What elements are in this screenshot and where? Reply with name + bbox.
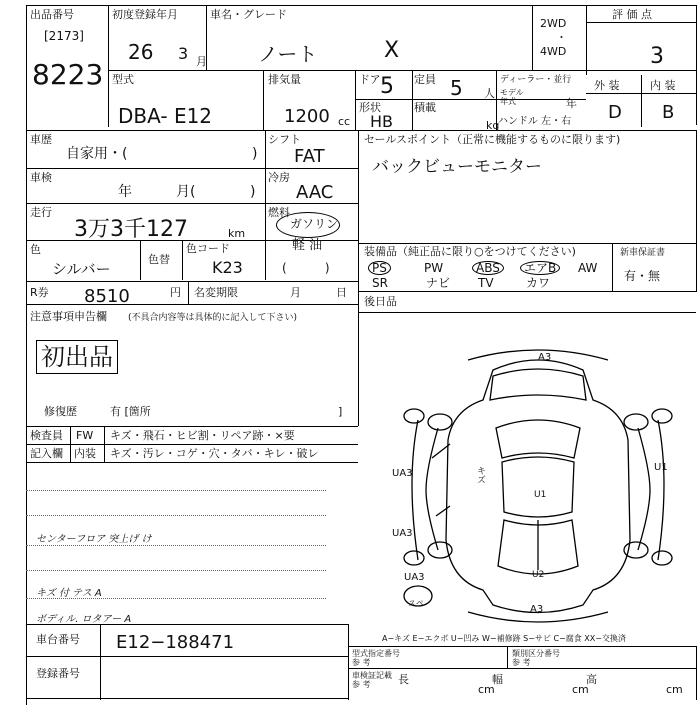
- title-deadline-day: 日: [336, 286, 347, 299]
- inspector-interior-text: キズ・汚レ・コゲ・穴・タバ・キレ・破レ: [110, 447, 319, 460]
- row-notes-top: [26, 304, 358, 305]
- color-change-label: 色替: [148, 253, 170, 266]
- color-code-label: 色コード: [186, 242, 230, 255]
- sales-bottom: [358, 243, 696, 244]
- displacement-value: 1200: [284, 106, 330, 127]
- footer-right: [348, 624, 349, 700]
- div-cap: [412, 70, 413, 130]
- diagram-label-spare: スペ: [408, 599, 424, 608]
- inspector-mid: [26, 444, 358, 445]
- capacity-value: 5: [450, 76, 463, 100]
- div-door: [355, 70, 356, 130]
- length-label: 長: [398, 673, 409, 686]
- chassis-label: 車台番号: [36, 633, 80, 646]
- displacement-unit: cc: [338, 115, 351, 128]
- fuel-label: 燃料: [268, 206, 290, 219]
- div-warranty: [612, 243, 613, 291]
- div-disp: [263, 70, 264, 130]
- div-shift: [265, 130, 266, 280]
- first-reg-month: 3: [178, 44, 189, 63]
- doors-label: ドア: [359, 73, 381, 86]
- chassis-value: E12−188471: [116, 632, 235, 653]
- equip-navi: ナビ: [426, 276, 451, 290]
- diagram-label-left-front: UA3: [392, 468, 413, 479]
- inspector-div2: [104, 426, 105, 462]
- first-reg-month-unit: 月: [196, 55, 207, 68]
- equip-pw: PW: [424, 261, 444, 275]
- height-unit: cm: [666, 683, 683, 696]
- type-label: 型式: [112, 73, 134, 86]
- equip-tv: TV: [478, 276, 494, 290]
- inspector-fw-text: キズ・飛石・ヒビ割・リペア跡・×要: [110, 429, 295, 442]
- div-recycle: [188, 281, 189, 305]
- interior-value: B: [662, 102, 675, 123]
- steering-label: ハンドル 左・右: [498, 116, 572, 127]
- dotline: [26, 515, 326, 516]
- car-diagram: [378, 340, 696, 630]
- row-inspection-top: [26, 168, 358, 169]
- interior-label: 内 装: [650, 79, 676, 92]
- sales-points-value: バックビューモニター: [372, 157, 542, 177]
- inspection-year: 年: [118, 184, 132, 200]
- capacity-unit: 人: [484, 87, 495, 100]
- category-label: 類別区分番号 参 考: [512, 649, 560, 667]
- load-unit: kg: [486, 119, 500, 132]
- repair-close: ]: [338, 405, 343, 418]
- row2-top: [108, 70, 696, 71]
- first-reg-label: 初度登録年月: [112, 8, 178, 21]
- dotline: [26, 545, 326, 546]
- history-close: ): [252, 146, 258, 162]
- footer-right-top: [348, 646, 696, 647]
- diagram-label-rear: U2: [532, 570, 545, 580]
- recycle-value: 8510: [84, 286, 130, 307]
- model-year-label: モデル 年式: [500, 88, 524, 106]
- equip-airbag: エアB: [520, 261, 560, 275]
- sales-points-label: セールスポイント（正常に機能するものに限ります): [364, 133, 621, 146]
- first-reg-year: 26: [128, 40, 154, 64]
- diagram-label-right: U1: [654, 462, 668, 473]
- equip-aw: AW: [578, 261, 598, 275]
- div-drive: [532, 5, 533, 70]
- dealer-label: ディーラー・並行: [500, 75, 572, 85]
- frame-right: [696, 5, 697, 125]
- exterior-label: 外 装: [594, 79, 620, 92]
- equip-abs: ABS: [472, 261, 504, 275]
- notes-bottom: [26, 426, 358, 427]
- fuel-diesel: 軽 油: [292, 238, 323, 253]
- frame-top: [26, 5, 696, 6]
- width-label: 幅: [492, 673, 503, 686]
- inspector-bottom: [26, 462, 358, 463]
- model-name: ノート: [258, 42, 318, 66]
- dotline: [26, 570, 326, 571]
- handwritten-note: ボディル. ロタアー A: [36, 614, 132, 625]
- rear-bottom: [358, 312, 696, 313]
- title-deadline-month: 月: [290, 286, 301, 299]
- row-mileage-top: [26, 203, 358, 204]
- inspection-month: 月(: [176, 184, 196, 200]
- diagram-label-left-rear: UA3: [392, 528, 413, 539]
- frame-left: [26, 5, 27, 705]
- notes-label: 注意事項申告欄: [30, 310, 107, 323]
- ac-label: 冷房: [268, 171, 290, 184]
- equipment-label: 装備品（純正品に限り○をつけてください): [364, 245, 576, 258]
- damage-legend: A−キズ E−エクボ U−凹み W−補修跡 S−サビ C−腐食 XX−交換済: [382, 634, 626, 643]
- equip-ps: PS: [368, 261, 391, 275]
- registration-label: 登録番号: [36, 667, 80, 680]
- ac-value: AAC: [296, 182, 334, 203]
- diagram-label-front: A3: [538, 352, 552, 363]
- diagram-label-bottom: A3: [530, 604, 544, 615]
- repair-label: 修復歴: [44, 405, 77, 418]
- capacity-label: 定員: [414, 73, 436, 86]
- reg-ref-label: 車検証記載 参 考: [352, 671, 392, 689]
- score: 3: [650, 44, 664, 69]
- fuel-gasoline: ガソリン: [290, 217, 339, 231]
- displacement-label: 排気量: [268, 73, 301, 86]
- frame-score-left: [586, 5, 587, 75]
- exterior-value: D: [608, 102, 622, 123]
- mileage-label: 走行: [30, 206, 52, 219]
- title-deadline-label: 名変期限: [194, 286, 238, 299]
- footer-right-div: [507, 646, 508, 668]
- drive-dot: ・: [556, 31, 567, 44]
- doors-value: 5: [380, 74, 394, 99]
- dotline: [26, 490, 326, 491]
- inspector-label-2: 記入欄: [30, 447, 63, 460]
- inspection-label: 車検: [30, 171, 52, 184]
- shift-label: シフト: [268, 133, 301, 146]
- footer-right-edge: [696, 646, 697, 700]
- diagram-label-roof: U1: [534, 490, 547, 500]
- drive-2wd: 2WD: [540, 17, 567, 30]
- length-unit: cm: [478, 683, 495, 696]
- footer-mid: [26, 656, 348, 657]
- mileage-value: 3万3千127: [74, 217, 188, 242]
- diagram-label-left-lower: UA3: [404, 572, 425, 583]
- lot-label: 出品番号: [30, 8, 74, 21]
- warranty-value: 有・無: [624, 269, 661, 283]
- frame-right-2: [696, 130, 697, 292]
- inspector-fw-label: FW: [76, 429, 94, 442]
- history-label: 車歴: [30, 133, 52, 146]
- footer-div: [100, 624, 101, 700]
- type-value: DBA- E12: [118, 104, 213, 128]
- repair-value: 有 [箇所: [110, 405, 151, 418]
- mileage-unit: km: [228, 227, 246, 240]
- recycle-unit: 円: [170, 286, 181, 299]
- row3-top: [26, 130, 696, 131]
- score-label: 評 価 点: [612, 8, 652, 21]
- first-listing-stamp: 初出品: [36, 340, 118, 374]
- handwritten-note: センターフロア 突上げ け: [36, 534, 152, 545]
- model-cert-label: 型式指定番号 参 考: [352, 649, 400, 667]
- inspection-close: ): [250, 184, 256, 200]
- model-year-unit: 年: [566, 97, 577, 110]
- footer-bottom: [26, 698, 348, 699]
- div-colorcode: [182, 240, 183, 280]
- color-code-value: K23: [212, 258, 243, 277]
- lot-number: 8223: [32, 58, 104, 91]
- color-value: シルバー: [52, 260, 111, 278]
- body-label: 形状: [359, 101, 381, 114]
- diagram-label-hood-side: キズ: [475, 466, 485, 484]
- history-value: 自家用・(: [66, 146, 128, 162]
- model-label: 車名・グレード: [210, 8, 287, 21]
- notes-sub-label: (不具合内容等は具体的に記入して下さい): [128, 313, 298, 323]
- height-label: 高: [586, 673, 597, 686]
- handwritten-note: キズ 付 テス A: [36, 588, 102, 599]
- color-label: 色: [30, 243, 41, 256]
- inspector-label-1: 検査員: [30, 429, 63, 442]
- div-lot: [108, 5, 109, 127]
- warranty-label: 新車保証書: [620, 248, 666, 258]
- inspector-div1: [70, 426, 71, 462]
- fuel-paren: ( ): [282, 261, 330, 275]
- div-color: [140, 240, 141, 280]
- ext-int-div: [641, 75, 642, 127]
- equip-leather: カワ: [526, 276, 551, 290]
- div-mid: [358, 130, 359, 426]
- load-label: 積載: [414, 101, 436, 114]
- drive-4wd: 4WD: [540, 45, 567, 58]
- footer-right-mid: [348, 668, 696, 669]
- width-unit: cm: [572, 683, 589, 696]
- equip-sr: SR: [372, 276, 388, 290]
- lot-code: [2173]: [44, 29, 84, 43]
- row2-mid: [355, 99, 586, 100]
- row-recycle-top: [26, 281, 358, 282]
- inspector-interior-label: 内装: [74, 447, 96, 460]
- equipment-grid: [364, 260, 608, 290]
- rear-seat-label: 後日品: [364, 295, 397, 308]
- fuel-gasoline-circle: [276, 212, 340, 238]
- recycle-label: R券: [30, 286, 49, 299]
- shift-value: FAT: [294, 146, 325, 167]
- body-value: HB: [370, 112, 394, 131]
- score-head-line: [586, 22, 696, 23]
- grade: X: [384, 38, 400, 63]
- equip-bottom: [358, 291, 696, 292]
